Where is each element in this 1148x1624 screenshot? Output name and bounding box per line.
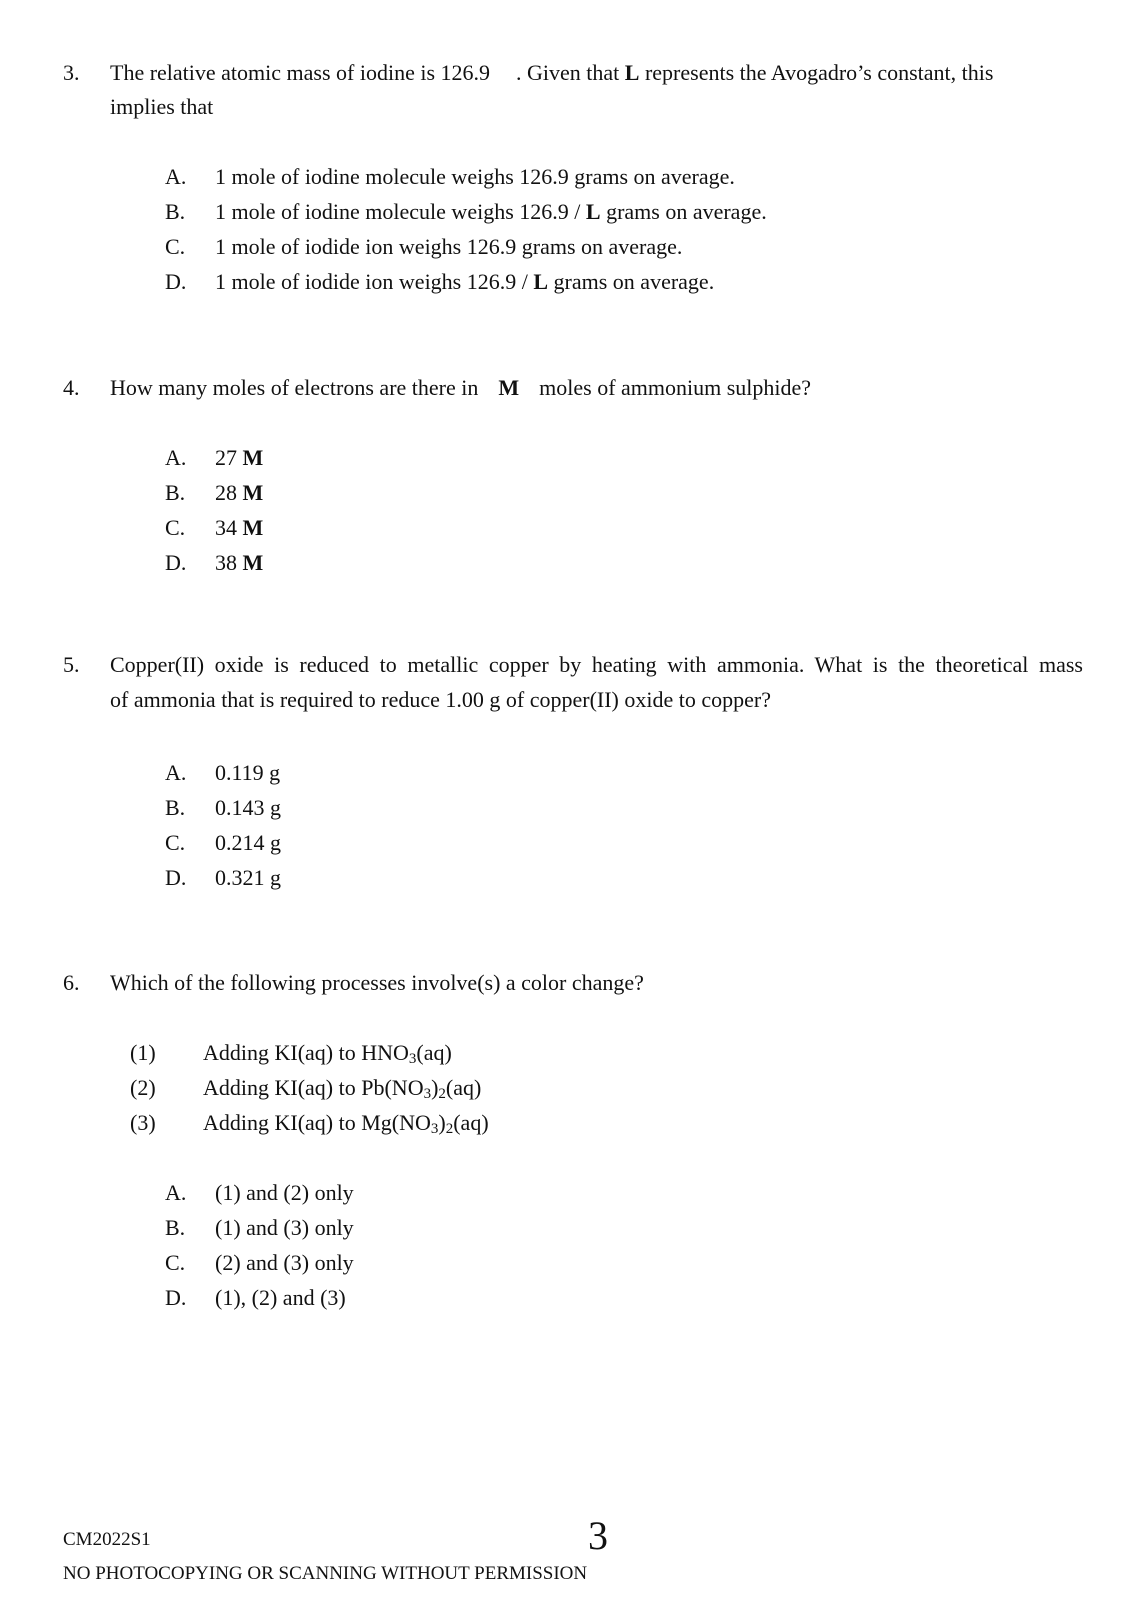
- question-number: 5.: [63, 652, 80, 677]
- question-number: 4.: [63, 375, 80, 400]
- copyright-notice: NO PHOTOCOPYING OR SCANNING WITHOUT PERMISSION: [63, 1563, 588, 1584]
- variable-symbol: M: [242, 515, 264, 540]
- question-text-line2: of ammonia that is required to reduce 1.00 g of copper(II) oxide to copper?: [110, 687, 771, 712]
- statement-part: (aq): [453, 1110, 489, 1135]
- statement-part: (aq): [445, 1075, 482, 1100]
- constant-symbol: L: [533, 269, 549, 294]
- option-letter: A.: [165, 445, 187, 470]
- statement-part: ): [431, 1075, 439, 1100]
- option-text[interactable]: (1), (2) and (3): [215, 1285, 346, 1310]
- constant-symbol: L: [624, 60, 640, 85]
- option-letter: C.: [165, 830, 186, 855]
- question-text-line2: implies that: [110, 94, 214, 119]
- question-number: 3.: [63, 60, 80, 85]
- statement-part: Adding KI(aq) to HNO: [203, 1040, 409, 1065]
- question-text-line1: [110, 62, 993, 84]
- option-text[interactable]: [215, 271, 714, 293]
- option-text[interactable]: (1) and (3) only: [215, 1215, 354, 1240]
- option-letter: D.: [165, 550, 187, 575]
- statement-part: (aq): [416, 1040, 452, 1065]
- option-text[interactable]: [215, 166, 735, 188]
- option-letter: C.: [165, 1250, 186, 1275]
- option-text[interactable]: [215, 552, 263, 574]
- option-text-part: 1 mole of iodine molecule weighs 126.9 /: [215, 199, 586, 224]
- statement-part: Adding KI(aq) to Pb(NO: [203, 1075, 424, 1100]
- option-letter: A.: [165, 760, 187, 785]
- option-text-part: 1 mole of iodine molecule weighs 126.9 grams on average.: [215, 164, 735, 189]
- statement-text: [203, 1110, 489, 1137]
- statement-text: [203, 1040, 452, 1067]
- option-value: 27: [215, 445, 237, 470]
- option-text[interactable]: [215, 201, 767, 223]
- option-letter: C.: [165, 234, 186, 259]
- question-text-line1: Copper(II) oxide is reduced to metallic copper by heating with ammonia. What is the theoretical mass: [110, 652, 1083, 677]
- constant-symbol: L: [585, 199, 601, 224]
- option-letter: C.: [165, 515, 186, 540]
- paper-code: CM2022S1: [63, 1529, 151, 1550]
- option-letter: A.: [165, 1180, 187, 1205]
- option-text[interactable]: 0.321 g: [215, 865, 281, 890]
- question-text: Which of the following processes involve(s) a color change?: [110, 970, 644, 995]
- subscript: 3: [430, 1121, 439, 1137]
- option-text-part: grams on average.: [548, 269, 715, 294]
- option-text-part: 1 mole of iodide ion weighs 126.9 grams on average.: [215, 234, 683, 259]
- option-text[interactable]: 0.119 g: [215, 760, 281, 785]
- option-text[interactable]: [215, 236, 682, 258]
- option-value: 28: [215, 480, 237, 505]
- question-text-part: How many moles of electrons are there in: [110, 375, 479, 400]
- option-letter: B.: [165, 480, 186, 505]
- variable-symbol: M: [242, 550, 264, 575]
- subscript: 2: [438, 1086, 446, 1102]
- option-value: 34: [215, 515, 237, 540]
- option-text[interactable]: [215, 517, 263, 539]
- question-text-part: represents the Avogadro’s constant, this: [644, 60, 994, 85]
- question-text-part: The relative atomic mass of iodine is 126.9: [110, 60, 491, 85]
- option-letter: D.: [165, 269, 187, 294]
- question-text: [110, 377, 811, 399]
- option-value: 38: [215, 550, 237, 575]
- option-letter: A.: [165, 164, 187, 189]
- option-text[interactable]: 0.143 g: [215, 795, 281, 820]
- question-number: 6.: [63, 970, 80, 995]
- question-text-part: . Given that: [516, 60, 620, 85]
- page-number: 3: [588, 1513, 608, 1558]
- subscript: 3: [423, 1086, 432, 1102]
- option-letter: B.: [165, 795, 186, 820]
- option-letter: B.: [165, 199, 186, 224]
- statement-number: (1): [130, 1040, 156, 1065]
- question-text-part: moles of ammonium sulphide?: [539, 375, 812, 400]
- subscript: 3: [408, 1051, 417, 1067]
- option-text[interactable]: (1) and (2) only: [215, 1180, 354, 1205]
- statement-text: [203, 1075, 482, 1102]
- option-text-part: 1 mole of iodide ion weighs 126.9 /: [215, 269, 534, 294]
- subscript: 2: [445, 1121, 454, 1137]
- statement-number: (2): [130, 1075, 156, 1100]
- statement-part: ): [438, 1110, 446, 1135]
- variable-symbol: M: [498, 375, 520, 400]
- option-text[interactable]: 0.214 g: [215, 830, 281, 855]
- option-text[interactable]: (2) and (3) only: [215, 1250, 354, 1275]
- option-letter: B.: [165, 1215, 186, 1240]
- option-text-part: grams on average.: [600, 199, 767, 224]
- option-text[interactable]: [215, 482, 263, 504]
- statement-number: (3): [130, 1110, 156, 1135]
- variable-symbol: M: [242, 480, 264, 505]
- statement-part: Adding KI(aq) to Mg(NO: [203, 1110, 431, 1135]
- variable-symbol: M: [242, 445, 264, 470]
- option-text[interactable]: [215, 447, 263, 469]
- option-letter: D.: [165, 865, 187, 890]
- option-letter: D.: [165, 1285, 187, 1310]
